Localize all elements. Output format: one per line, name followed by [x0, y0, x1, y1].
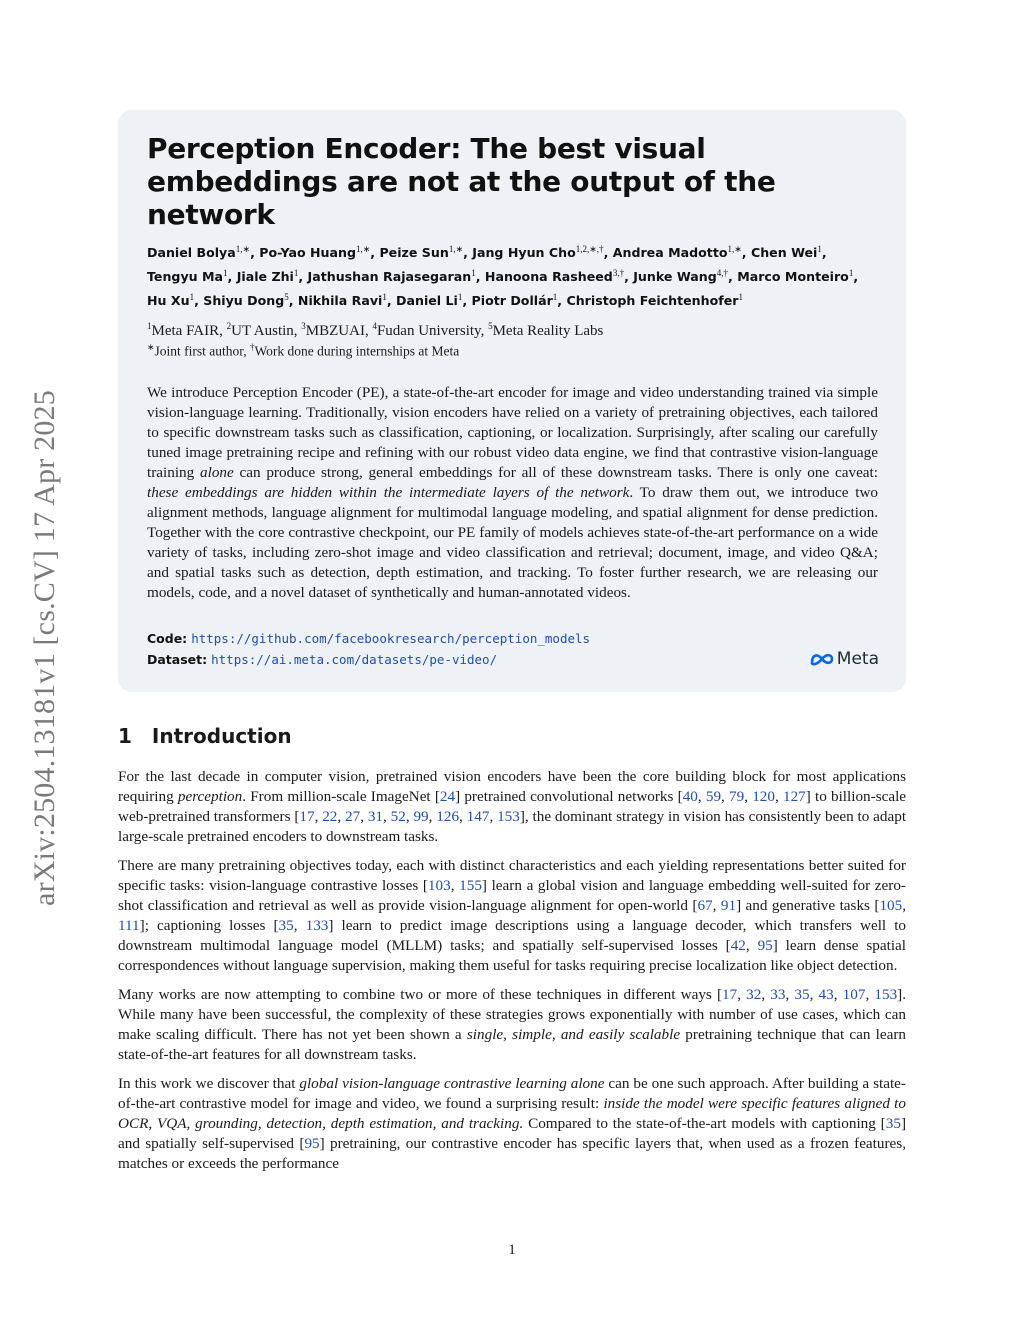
meta-infinity-icon — [809, 651, 835, 667]
body-text: ] learn a global vision and language embedding well-suited for zero-shot classification and retrieval as well as provide vision-language alignment for open-world [ — [118, 877, 906, 914]
author-affiliation-mark: 3,† — [612, 268, 625, 279]
citation-link[interactable]: 42 — [730, 937, 746, 954]
author-affiliation-mark: 1 — [189, 292, 195, 303]
author-list: Daniel Bolya$^{1,∗}$, Po-Yao Huang$^{1,∗}$, Peize Sun$^{1,∗}$, Jang Hyun Cho$^{1,2,∗,\dagger}$, Andrea Madotto$^{1,∗}$, Chen Wei$^1$, Tengyu Ma$^1$, Jiale Zhi$^1$, Jathushan Rajasegaran$^1$, Hanoona Rasheed$^{3,\dagger}$, Junke Wang$^{4,\dagger}$, Marco Monteiro$^1$, Hu Xu$^1$, Shiyu Dong$^5$, Nikhila Ravi$^1$, Daniel Li$^1$, Piotr Dollár$^1$, Christoph Feichtenhofer$^1$ — [147, 244, 859, 309]
author-name: Po-Yao Huang — [259, 245, 356, 261]
citation-link[interactable]: 59 — [705, 788, 722, 805]
author-affiliation-mark: 1 — [457, 292, 463, 303]
citation-link[interactable]: 43 — [818, 986, 834, 1003]
body-text: , — [360, 808, 368, 825]
arxiv-identifier: arXiv:2504.13181v1 [cs.CV] 17 Apr 2025 — [28, 390, 61, 906]
dataset-link[interactable]: https://ai.meta.com/datasets/pe-video/ — [211, 652, 498, 667]
body-text: In this work we discover that — [118, 1075, 300, 1092]
abstract-emphasis: alone — [200, 464, 234, 482]
citation-link[interactable]: 27 — [345, 808, 361, 825]
body-text: ] learn to predict image descriptions using a language decoder, which transfers well to downstream multimodal language model (MLLM) tasks; and spatially self-supervised losses [ — [118, 917, 907, 954]
abstract-emphasis: these embeddings are hidden within the intermediate layers of the network — [147, 484, 630, 502]
body-text: , — [721, 788, 730, 805]
affiliation-name: Fudan University — [376, 322, 481, 339]
citation-link[interactable]: 126 — [436, 808, 460, 825]
author-affiliation-mark: 1 — [817, 244, 822, 254]
dataset-link-row — [147, 649, 590, 670]
citation-link[interactable]: 133 — [305, 917, 329, 934]
citation-link[interactable]: 153 — [874, 986, 898, 1003]
paragraph — [118, 767, 906, 847]
affiliations: $^1$Meta FAIR, $^2$UT Austin, $^3$MBZUAI, $^4$Fudan University, $^5$Meta Reality Labs — [147, 320, 604, 339]
citation-link[interactable]: 99 — [413, 808, 429, 825]
section-title: Introduction — [151, 724, 292, 748]
citation-link[interactable]: 111 — [118, 917, 140, 934]
abstract-text: . To draw them out, we introduce two alignment methods, language alignment for multimodal language modeling, and spatial alignment for dense prediction. Together with the core contrastive checkpoint, our PE family of models achieves state-of-the-art performance on a wide variety of tasks, including zero-shot image and video classification and retrieval; document, image, and video Q&A; and spatial tasks such as detection, depth estimation, and tracking. To foster further research, we are releasing our models, code, and a novel dataset of synthetically and human-annotated videos. — [147, 484, 879, 602]
citation-link[interactable]: 127 — [782, 788, 806, 805]
body-text: , — [405, 808, 414, 825]
citation-link[interactable]: 35 — [278, 917, 294, 934]
affiliation-number: 4 — [372, 320, 377, 331]
emphasis-text: inside the model were specific features aligned to OCR, VQA, grounding, detection, depth estimation, and tracking. — [118, 1095, 906, 1132]
author-affiliation-mark: 1 — [223, 268, 228, 279]
body-text: ] and spatially self-supervised [ — [118, 1115, 906, 1152]
author-affiliation-mark: 1,∗ — [355, 244, 371, 254]
emphasis-text: global vision-language contrastive learning alone — [299, 1075, 605, 1092]
author-name: Daniel Li — [396, 293, 458, 309]
author-name: Shiyu Dong — [203, 293, 285, 309]
citation-link[interactable]: 91 — [720, 897, 737, 914]
body-text: , — [428, 808, 437, 825]
author-notes — [147, 342, 878, 360]
body-text: , — [450, 877, 460, 894]
citation-link[interactable]: 35 — [794, 986, 810, 1003]
author-affiliation-mark: 1 — [293, 268, 299, 279]
paper-title: Perception Encoder: The best visual embeddings are not at the output of the network — [147, 132, 776, 231]
author-name: Peize Sun — [379, 245, 449, 261]
author-affiliation-mark: 1,∗ — [727, 244, 742, 254]
author-name: Piotr Dollár — [471, 293, 553, 309]
body-text: , — [785, 986, 795, 1003]
body-text: . From million-scale ImageNet [ — [242, 788, 440, 805]
paragraph — [118, 856, 906, 976]
citation-link[interactable]: 105 — [879, 897, 903, 914]
introduction-body — [118, 767, 906, 1183]
body-text: pretraining technique that can learn state-of-the-art features for all downstream tasks. — [118, 1026, 907, 1063]
body-text: , — [865, 986, 875, 1003]
citation-link[interactable]: 35 — [885, 1115, 901, 1132]
affiliation-number: 1 — [147, 320, 152, 331]
body-text: ], the dominant strategy in vision has consistently been to adapt large-scale pretrained encoders to downstream tasks. — [118, 808, 907, 845]
body-text: can be one such approach. After building a state-of-the-art contrastive model for image and video, we found a surprising result: — [118, 1075, 906, 1112]
abstract — [147, 383, 878, 603]
citation-link[interactable]: 17 — [722, 986, 738, 1003]
author-name: Tengyu Ma — [147, 269, 224, 285]
body-text: , — [459, 808, 467, 825]
body-text: , — [383, 808, 391, 825]
body-text: There are many pretraining objectives today, each with distinct characteristics and each yielding representations better suited for specific tasks: vision-language contrastive losses [ — [118, 857, 906, 894]
affiliation-number: 3 — [301, 320, 306, 331]
intern-note: Work done during internships at Meta — [254, 343, 460, 359]
citation-link[interactable]: 79 — [729, 788, 745, 805]
section-number: 1 — [118, 724, 132, 748]
dataset-label: Dataset: — [147, 652, 208, 667]
author-name: Jiale Zhi — [236, 269, 294, 285]
body-text: , — [293, 917, 306, 934]
body-text: ] to billion-scale web-pretrained transformers [ — [118, 788, 907, 825]
body-text: ] and generative tasks [ — [736, 897, 880, 914]
affiliation-name: Meta Reality Labs — [492, 322, 604, 339]
citation-link[interactable]: 95 — [757, 937, 773, 954]
citation-link[interactable]: 67 — [697, 897, 713, 914]
author-name: Christoph Feichtenhofer — [566, 293, 739, 309]
citation-link[interactable]: 33 — [770, 986, 786, 1003]
body-text: ] learn dense spatial correspondences without language supervision, making them useful for tasks requiring precise localization like object detection. — [118, 937, 906, 974]
author-affiliation-mark: 1 — [552, 292, 558, 303]
body-text: , — [712, 897, 721, 914]
joint-mark: ∗ — [147, 341, 155, 352]
meta-logo — [809, 649, 879, 669]
body-text: , — [833, 986, 843, 1003]
affiliation-name: MBZUAI — [305, 322, 365, 339]
abstract-text: can produce strong, general embeddings for all of these downstream tasks. There is only one caveat: — [233, 464, 878, 482]
body-text: ]; captioning losses [ — [139, 917, 279, 934]
citation-link[interactable]: 40 — [682, 788, 698, 805]
body-text: ]. While many have been successful, the complexity of these strategies grows exponentially with number of use cases, which can make scaling difficult. There has not yet been shown a — [118, 986, 907, 1043]
author-name: Hu Xu — [147, 293, 190, 309]
citation-link[interactable]: 22 — [322, 808, 338, 825]
citation-link[interactable]: 31 — [367, 808, 383, 825]
author-name: Chen Wei — [750, 245, 818, 261]
citation-link[interactable]: 24 — [439, 788, 456, 805]
page-number: 1 — [508, 1242, 516, 1258]
author-affiliation-mark: 1 — [471, 268, 476, 279]
citation-link[interactable]: 95 — [304, 1135, 320, 1152]
body-text: , — [737, 986, 747, 1003]
code-link[interactable]: https://github.com/facebookresearch/perception_models — [191, 631, 591, 646]
author-affiliation-mark: 5 — [284, 292, 289, 303]
author-name: Jang Hyun Cho — [472, 245, 576, 261]
citation-link[interactable]: 52 — [390, 808, 406, 825]
body-text: , — [697, 788, 706, 805]
citation-link[interactable]: 153 — [497, 808, 520, 825]
code-label: Code: — [147, 631, 188, 646]
author-name: Nikhila Ravi — [297, 293, 383, 309]
author-name: Daniel Bolya — [147, 245, 236, 261]
citation-link[interactable]: 107 — [842, 986, 866, 1003]
body-text: , — [745, 937, 758, 954]
abstract-text: We introduce Perception Encoder (PE), a state-of-the-art encoder for image and video understanding trained via simple vision-language learning. Traditionally, vision encoders have relied on a variety of pretraining objectives, each tailored to specific downstream tasks such as classification, captioning, or localization. Surprisingly, after scaling our carefully tuned image pretraining recipe and refining with our robust video data engine, we find that contrastive vision-language training — [147, 384, 878, 482]
body-text: , — [489, 808, 498, 825]
author-name: Hanoona Rasheed — [484, 269, 613, 285]
body-text: , — [744, 788, 753, 805]
section-heading — [118, 724, 292, 748]
citation-link[interactable]: 120 — [752, 788, 775, 805]
citation-link[interactable]: 32 — [746, 986, 762, 1003]
body-text: , — [314, 808, 323, 825]
resource-links — [147, 628, 590, 670]
author-name: Andrea Madotto — [612, 245, 728, 261]
affiliation-number: 5 — [488, 320, 493, 331]
author-affiliation-mark: 1 — [848, 268, 854, 279]
affiliation-number: 2 — [226, 320, 232, 331]
author-affiliation-mark: 1,2,∗,† — [575, 244, 604, 254]
author-name: Junke Wang — [633, 269, 717, 285]
paragraph — [118, 985, 906, 1065]
author-affiliation-mark: 4,† — [716, 268, 729, 279]
affiliation-name: UT Austin — [231, 322, 294, 339]
author-affiliation-mark: 1 — [382, 292, 387, 303]
author-affiliation-mark: 1,∗ — [448, 244, 464, 254]
body-text: ] pretrained convolutional networks [ — [455, 788, 683, 805]
citation-link[interactable]: 147 — [466, 808, 490, 825]
emphasis-text: single, simple, and easily scalable — [466, 1026, 681, 1043]
joint-note: Joint first author, — [154, 343, 250, 359]
paragraph — [118, 1074, 906, 1174]
intern-mark: † — [250, 341, 255, 352]
body-text: , — [337, 808, 345, 825]
affiliation-name: Meta FAIR — [151, 322, 220, 339]
author-name: Jathushan Rajasegaran — [307, 269, 472, 285]
body-text: , — [809, 986, 819, 1003]
body-text: Many works are now attempting to combine two or more of these techniques in different ways [ — [118, 986, 723, 1003]
meta-logo-text: Meta — [836, 649, 879, 669]
author-affiliation-mark: 1 — [738, 292, 743, 303]
body-text: , — [902, 897, 907, 914]
citation-link[interactable]: 17 — [299, 808, 315, 825]
body-text: , — [774, 788, 783, 805]
citation-link[interactable]: 155 — [459, 877, 482, 894]
author-affiliation-mark: 1,∗ — [235, 244, 251, 254]
body-text: , — [761, 986, 771, 1003]
author-name: Marco Monteiro — [737, 269, 849, 285]
body-text: Compared to the state-of-the-art models with captioning [ — [523, 1115, 886, 1132]
body-text: ] pretraining, our contrastive encoder has specific layers that, when used as a frozen features, matches or exceeds the performance — [118, 1135, 906, 1172]
code-link-row — [147, 628, 590, 649]
emphasis-text: perception — [177, 788, 243, 805]
title-block — [118, 110, 906, 692]
citation-link[interactable]: 103 — [427, 877, 451, 894]
body-text: For the last decade in computer vision, pretrained vision encoders have been the core building block for most applications requiring — [118, 768, 906, 805]
